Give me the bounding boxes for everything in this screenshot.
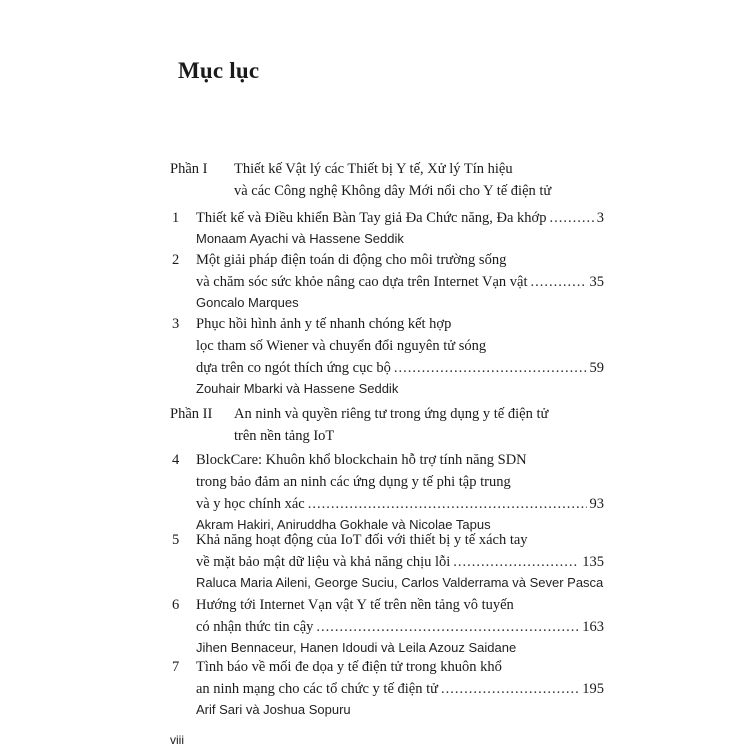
toc-entry-3[interactable] bbox=[172, 313, 604, 398]
toc-entry-4[interactable] bbox=[172, 449, 604, 534]
dot-leader bbox=[308, 493, 587, 515]
dot-leader bbox=[394, 357, 587, 379]
chapter-title-line: lọc tham số Wiener và chuyển đổi nguyên tử sóng bbox=[196, 338, 487, 354]
chapter-title-line: và y học chính xác bbox=[196, 496, 305, 512]
toc-entry-1[interactable] bbox=[172, 207, 604, 248]
chapter-number: 7 bbox=[172, 659, 180, 675]
page-number: 195 bbox=[582, 681, 604, 697]
toc-entry-7[interactable] bbox=[172, 656, 604, 719]
part-title-line: trên nền tảng IoT bbox=[234, 428, 335, 444]
toc-entry-6[interactable] bbox=[172, 594, 604, 657]
chapter-title-line: dựa trên co ngót thích ứng cục bộ bbox=[196, 360, 391, 376]
chapter-number: 4 bbox=[172, 452, 180, 468]
part-heading-2 bbox=[170, 403, 610, 447]
part-label: Phần I bbox=[170, 161, 208, 177]
chapter-title-line: Khả năng hoạt động của IoT đối với thiết bị y tế xách tay bbox=[196, 532, 528, 548]
chapter-title-line: Hướng tới Internet Vạn vật Y tế trên nền tảng vô tuyến bbox=[196, 597, 514, 613]
page-number: 135 bbox=[582, 554, 604, 570]
chapter-number: 3 bbox=[172, 316, 180, 332]
chapter-authors: Goncalo Marques bbox=[196, 295, 299, 310]
chapter-title-line: về mặt bảo mật dữ liệu và khả năng chịu lỗi bbox=[196, 554, 451, 570]
part-title-line: An ninh và quyền riêng tư trong ứng dụng y tế điện tử bbox=[234, 406, 549, 422]
page-number: 163 bbox=[582, 619, 604, 635]
part-heading-1 bbox=[170, 158, 610, 202]
chapter-title-line: trong bảo đảm an ninh các ứng dụng y tế phi tập trung bbox=[196, 474, 511, 490]
chapter-title-line: Một giải pháp điện toán di động cho môi trường sống bbox=[196, 252, 507, 268]
page-number: 3 bbox=[596, 210, 604, 226]
chapter-title-line: và chăm sóc sức khỏe nâng cao dựa trên Internet Vạn vật bbox=[196, 274, 528, 290]
part-title-line: Thiết kế Vật lý các Thiết bị Y tế, Xử lý Tín hiệu bbox=[234, 161, 513, 177]
page-number: 35 bbox=[589, 274, 604, 290]
chapter-number: 1 bbox=[172, 210, 180, 226]
folio-page-number: viii bbox=[170, 733, 184, 747]
chapter-title-line: có nhận thức tin cậy bbox=[196, 619, 314, 635]
page-number: 59 bbox=[589, 360, 604, 376]
dot-leader bbox=[531, 271, 587, 293]
chapter-number: 5 bbox=[172, 532, 180, 548]
page-title: Mục lục bbox=[178, 58, 260, 83]
chapter-authors: Raluca Maria Aileni, George Suciu, Carlos Valderrama và Sever Pasca bbox=[196, 575, 604, 590]
chapter-authors: Zouhair Mbarki và Hassene Seddik bbox=[196, 381, 399, 396]
dot-leader bbox=[453, 551, 579, 573]
dot-leader bbox=[316, 616, 579, 638]
chapter-authors: Monaam Ayachi và Hassene Seddik bbox=[196, 231, 404, 246]
chapter-number: 6 bbox=[172, 597, 180, 613]
toc-entry-2[interactable] bbox=[172, 249, 604, 312]
dot-leader bbox=[549, 207, 593, 229]
chapter-title-line: Thiết kế và Điều khiển Bàn Tay giả Đa Chức năng, Đa khớp bbox=[196, 210, 547, 226]
chapter-number: 2 bbox=[172, 252, 180, 268]
chapter-title-line: Tình báo về mối đe dọa y tế điện tử trong khuôn khổ bbox=[196, 659, 502, 675]
chapter-authors: Arif Sari và Joshua Sopuru bbox=[196, 702, 351, 717]
dot-leader bbox=[441, 678, 579, 700]
chapter-authors: Akram Hakiri, Aniruddha Gokhale và Nicolae Tapus bbox=[196, 517, 491, 532]
toc-entry-5[interactable] bbox=[172, 529, 604, 592]
part-title-line: và các Công nghệ Không dây Mới nổi cho Y tế điện tử bbox=[234, 183, 552, 199]
chapter-title-line: Phục hồi hình ảnh y tế nhanh chóng kết hợp bbox=[196, 316, 452, 332]
page-number: 93 bbox=[589, 496, 604, 512]
chapter-title-line: BlockCare: Khuôn khổ blockchain hỗ trợ tính năng SDN bbox=[196, 452, 527, 468]
chapter-authors: Jihen Bennaceur, Hanen Idoudi và Leila Azouz Saidane bbox=[196, 640, 517, 655]
chapter-title-line: an ninh mạng cho các tổ chức y tế điện tử bbox=[196, 681, 438, 697]
part-label: Phần II bbox=[170, 406, 213, 422]
